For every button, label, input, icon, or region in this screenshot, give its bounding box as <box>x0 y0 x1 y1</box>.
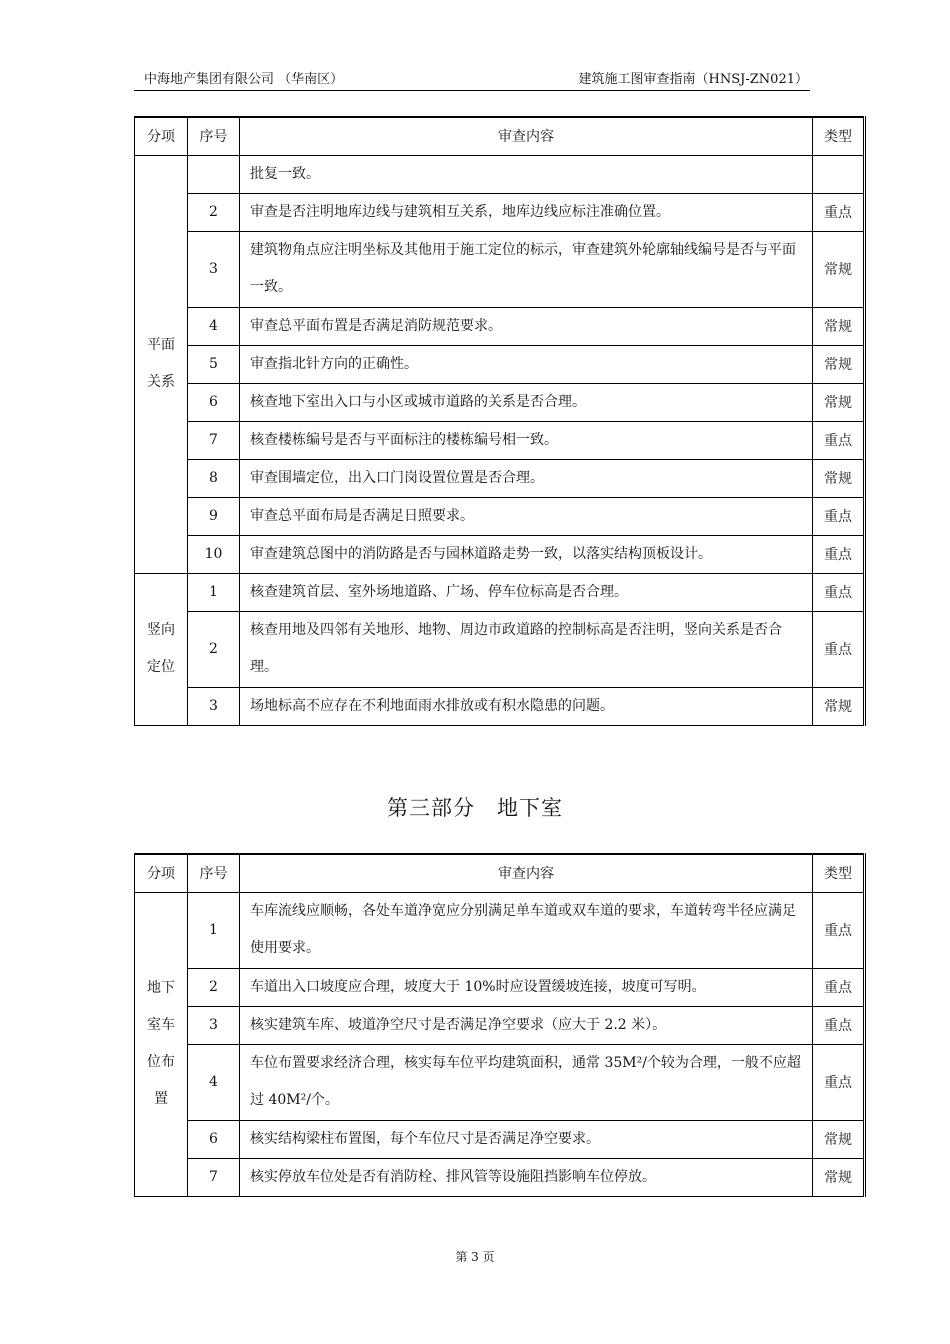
row-type: 重点 <box>813 421 865 459</box>
category-cell <box>135 892 188 1196</box>
row-type: 常规 <box>813 307 865 345</box>
row-content: 核查地下室出入口与小区或城市道路的关系是否合理。 <box>240 383 813 421</box>
category-cell <box>135 155 188 573</box>
header-category: 分项 <box>135 117 188 155</box>
row-number: 1 <box>188 573 240 611</box>
row-number: 4 <box>188 307 240 345</box>
row-content: 车库流线应顺畅，各处车道净宽应分别满足单车道或双车道的要求，车道转弯半径应满足使用要求。 <box>240 892 813 968</box>
category-line: 地下 <box>147 980 175 996</box>
row-number: 10 <box>188 535 240 573</box>
table-row <box>135 535 865 573</box>
row-content: 核查用地及四邻有关地形、地物、周边市政道路的控制标高是否注明，竖向关系是否合理。 <box>240 611 813 687</box>
row-number: 8 <box>188 459 240 497</box>
table-row <box>135 892 865 968</box>
row-type: 常规 <box>813 383 865 421</box>
row-type: 重点 <box>813 573 865 611</box>
table-row <box>135 459 865 497</box>
row-content: 批复一致。 <box>240 155 813 193</box>
table-row <box>135 968 865 1006</box>
header-number: 序号 <box>188 117 240 155</box>
table-row <box>135 1044 865 1120</box>
row-number: 2 <box>188 193 240 231</box>
row-content: 核实结构梁柱布置图，每个车位尺寸是否满足净空要求。 <box>240 1120 813 1158</box>
table-row <box>135 611 865 687</box>
row-number: 6 <box>188 383 240 421</box>
row-number: 2 <box>188 611 240 687</box>
row-number: 7 <box>188 1158 240 1196</box>
table-row <box>135 345 865 383</box>
table-row <box>135 231 865 307</box>
page-number: 第 3 页 <box>455 1250 495 1264</box>
page-footer <box>0 1248 950 1265</box>
table-row <box>135 421 865 459</box>
table-header-row <box>135 854 865 892</box>
header-content: 审查内容 <box>240 854 813 892</box>
row-content: 车位布置要求经济合理，核实每车位平均建筑面积，通常 35M²/个较为合理，一般不应超过 40M²/个。 <box>240 1044 813 1120</box>
category-line: 室车 <box>147 1017 175 1033</box>
category-line: 平面 <box>147 337 175 353</box>
row-content: 核查楼栋编号是否与平面标注的楼栋编号相一致。 <box>240 421 813 459</box>
table-row <box>135 497 865 535</box>
row-content: 审查总平面布置是否满足消防规范要求。 <box>240 307 813 345</box>
row-number: 3 <box>188 687 240 725</box>
table-row <box>135 687 865 725</box>
page-header <box>134 70 810 91</box>
section-title: 地下室 <box>497 796 563 820</box>
row-type: 常规 <box>813 459 865 497</box>
table-row <box>135 193 865 231</box>
row-type: 重点 <box>813 1044 865 1120</box>
row-type: 重点 <box>813 968 865 1006</box>
row-type: 重点 <box>813 1006 865 1044</box>
row-number: 3 <box>188 231 240 307</box>
category-line: 置 <box>154 1091 168 1107</box>
row-type: 常规 <box>813 345 865 383</box>
table-body <box>135 117 865 725</box>
header-number: 序号 <box>188 854 240 892</box>
row-type: 常规 <box>813 231 865 307</box>
document-title: 建筑施工图审查指南（HNSJ-ZN021） <box>578 72 808 87</box>
row-number: 5 <box>188 345 240 383</box>
row-content: 核实建筑车库、坡道净空尺寸是否满足净空要求（应大于 2.2 米）。 <box>240 1006 813 1044</box>
row-type: 重点 <box>813 892 865 968</box>
row-number: 6 <box>188 1120 240 1158</box>
row-type: 重点 <box>813 193 865 231</box>
category-line: 定位 <box>147 659 175 675</box>
row-type: 重点 <box>813 535 865 573</box>
header-type: 类型 <box>813 117 865 155</box>
table-body <box>135 854 865 1196</box>
row-number: 9 <box>188 497 240 535</box>
row-content: 审查指北针方向的正确性。 <box>240 345 813 383</box>
table-row <box>135 573 865 611</box>
row-type: 常规 <box>813 687 865 725</box>
table-header-row <box>135 117 865 155</box>
row-content: 建筑物角点应注明坐标及其他用于施工定位的标示，审查建筑外轮廓轴线编号是否与平面一致。 <box>240 231 813 307</box>
row-type <box>813 155 865 193</box>
row-content: 审查总平面布局是否满足日照要求。 <box>240 497 813 535</box>
section-heading <box>0 792 950 822</box>
row-content: 审查围墙定位，出入口门岗设置位置是否合理。 <box>240 459 813 497</box>
row-number: 4 <box>188 1044 240 1120</box>
row-content: 场地标高不应存在不利地面雨水排放或有积水隐患的问题。 <box>240 687 813 725</box>
row-content: 核查建筑首层、室外场地道路、广场、停车位标高是否合理。 <box>240 573 813 611</box>
row-number: 1 <box>188 892 240 968</box>
header-type: 类型 <box>813 854 865 892</box>
category-cell <box>135 573 188 725</box>
row-number <box>188 155 240 193</box>
table-row <box>135 307 865 345</box>
row-content: 车道出入口坡度应合理，坡度大于 10%时应设置缓坡连接，坡度可写明。 <box>240 968 813 1006</box>
section-part: 第三部分 <box>387 796 475 820</box>
header-category: 分项 <box>135 854 188 892</box>
row-content: 审查建筑总图中的消防路是否与园林道路走势一致，以落实结构顶板设计。 <box>240 535 813 573</box>
row-type: 常规 <box>813 1120 865 1158</box>
review-table-site-plan <box>134 116 866 726</box>
table-row <box>135 1158 865 1196</box>
category-line: 位布 <box>147 1054 175 1070</box>
row-number: 7 <box>188 421 240 459</box>
row-number: 2 <box>188 968 240 1006</box>
table-row <box>135 155 865 193</box>
row-type: 重点 <box>813 497 865 535</box>
table-row <box>135 1006 865 1044</box>
row-content: 审查是否注明地库边线与建筑相互关系，地库边线应标注准确位置。 <box>240 193 813 231</box>
row-type: 重点 <box>813 611 865 687</box>
category-line: 关系 <box>147 374 175 390</box>
company-name: 中海地产集团有限公司 （华南区） <box>144 72 344 87</box>
row-type: 常规 <box>813 1158 865 1196</box>
header-content: 审查内容 <box>240 117 813 155</box>
table-row <box>135 1120 865 1158</box>
category-line: 竖向 <box>147 622 175 638</box>
review-table-basement <box>134 853 866 1197</box>
row-number: 3 <box>188 1006 240 1044</box>
row-content: 核实停放车位处是否有消防栓、排风管等设施阻挡影响车位停放。 <box>240 1158 813 1196</box>
table-row <box>135 383 865 421</box>
